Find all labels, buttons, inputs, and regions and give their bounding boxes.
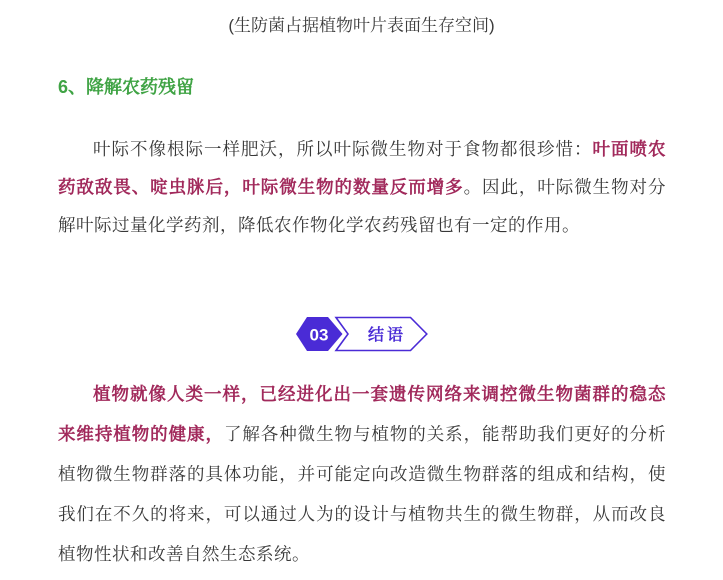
badge-label: 结语 xyxy=(367,327,406,344)
paragraph-pesticide-residue xyxy=(58,130,666,244)
section-heading-degrade-pesticide: 6、降解农药残留 xyxy=(58,77,195,97)
section-badge-row xyxy=(0,314,723,354)
highlight-text: 叶面喷农药敌敌畏、啶虫脒后，叶际微生物的数量反而增多 xyxy=(58,139,666,197)
badge-number: 03 xyxy=(309,325,328,345)
paragraph-conclusion xyxy=(58,374,666,574)
image-caption: (生防菌占据植物叶片表面生存空间) xyxy=(228,16,495,35)
paragraph-text: 。因此，叶际微生物对分解叶际过量化学药剂，降低农作物化学农药残留也有一定的作用。 xyxy=(58,177,666,235)
paragraph-text: 了解各种微生物与植物的关系，能帮助我们更好的分析植物微生物群落的具体功能，并可能定向改造微生物群落的组成和结构，使我们在不久的将来，可以通过人为的设计与植物共生的微生物群，从而改良植物性状和改善自然生态系统。 xyxy=(58,424,666,564)
highlight-text: 植物就像人类一样，已经进化出一套遗传网络来调控微生物菌群的稳态来维持植物的健康， xyxy=(58,384,666,444)
paragraph-text: 叶际不像根际一样肥沃，所以叶际微生物对于食物都很珍惜： xyxy=(93,139,593,159)
section-badge xyxy=(294,314,430,354)
